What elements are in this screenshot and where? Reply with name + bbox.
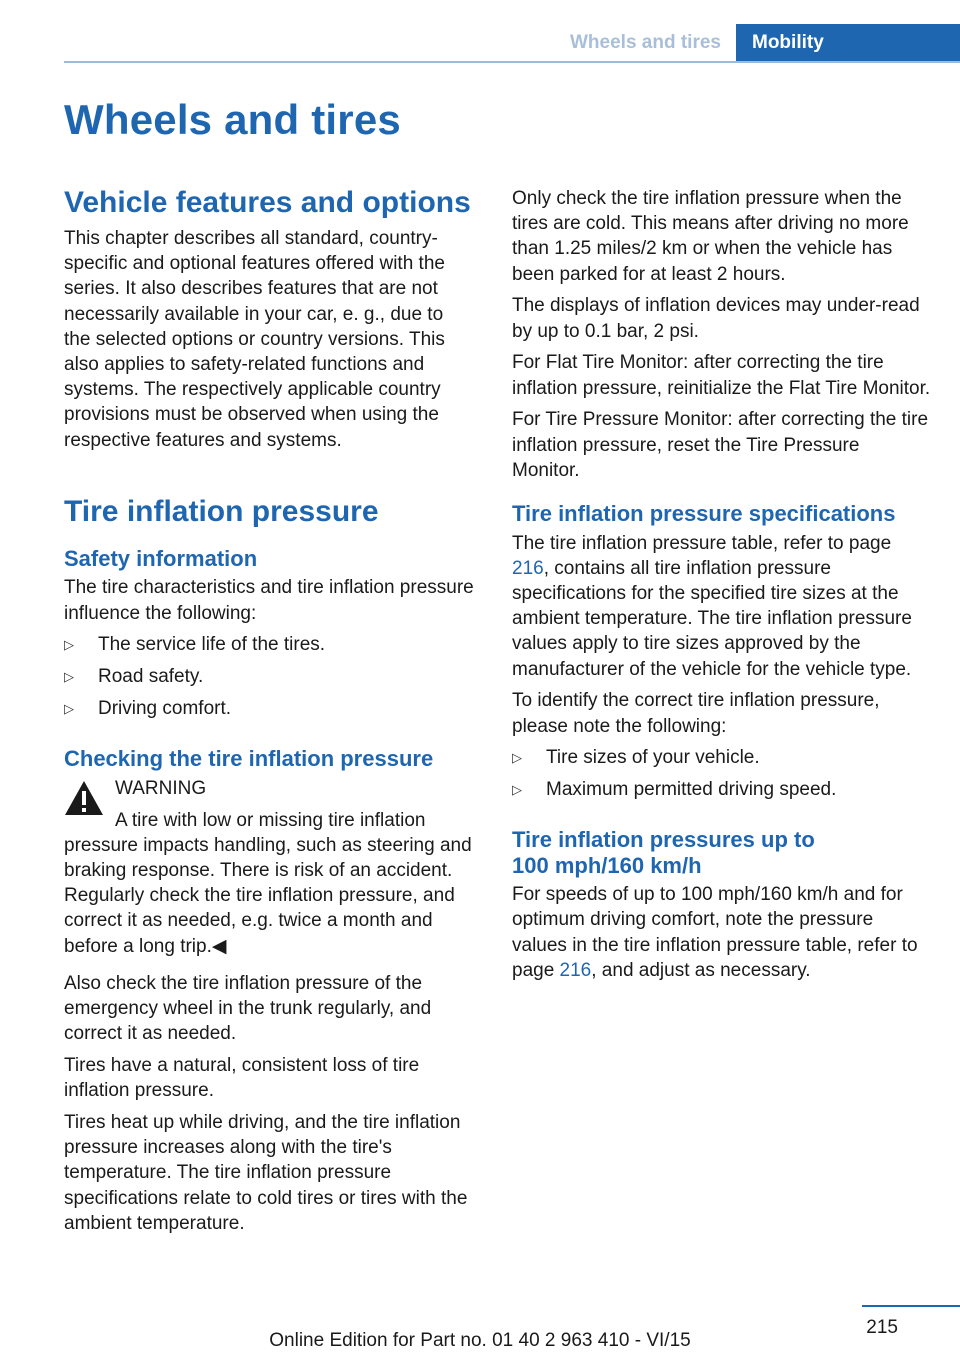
warning-label: WARNING bbox=[115, 777, 207, 799]
paragraph-vehicle-features: This chapter describes all standard, country-specific and optional features offered with the series. It also describes features that are not necessarily available in your car, e. g., due to the selected options or country versions. This also applies to safety-related functions and systems. The respectively applicable country provisions must be observed when using the respective features and systems. bbox=[64, 228, 445, 451]
heading-pressures-up-to: Tire inflation pressures up to 100 mph/160 km/h bbox=[512, 827, 815, 878]
paragraph-pressures-up-to: For speeds of up to 100 mph/160 km/h and for optimum driving comfort, note the pressure values in the tire inflation pressure table, refer to page 216, and adjust as necessary. bbox=[512, 884, 918, 981]
footer-edition: Online Edition for Part no. 01 40 2 963 410 - VI/15 bbox=[269, 1330, 691, 1351]
list-item: ▷ Driving comfort. bbox=[64, 696, 474, 728]
page-title: Wheels and tires bbox=[64, 96, 401, 143]
paragraph-flat-tire-monitor: For Flat Tire Monitor: after correcting the tire inflation pressure, reinitialize the Flat Tire Monitor. bbox=[512, 352, 931, 399]
list-item: ▷ Maximum permitted driving speed. bbox=[512, 777, 932, 809]
safety-list bbox=[64, 632, 474, 729]
warning-icon bbox=[64, 780, 104, 816]
header-chapter-tab: Mobility bbox=[736, 24, 960, 62]
right-column bbox=[512, 184, 932, 983]
list-item: ▷ The service life of the tires. bbox=[64, 632, 474, 664]
heading-checking-pressure: Checking the tire inflation pressure bbox=[64, 746, 434, 772]
warning-block bbox=[64, 776, 474, 959]
header-section-label: Wheels and tires bbox=[570, 32, 721, 53]
list-item: ▷ Road safety. bbox=[64, 664, 474, 696]
paragraph-tire-pressure-monitor: For Tire Pressure Monitor: after correcting the tire inflation pressure, reset the Tire Pressure Monitor. bbox=[512, 409, 929, 481]
left-column bbox=[64, 184, 474, 1236]
identify-list bbox=[512, 745, 932, 809]
heading-safety-information: Safety information bbox=[64, 545, 258, 571]
list-item: ▷ Tire sizes of your vehicle. bbox=[512, 745, 932, 777]
paragraph-pressure-loss: Tires have a natural, consistent loss of tire inflation pressure. bbox=[64, 1055, 420, 1102]
page-link[interactable]: 216 bbox=[512, 557, 544, 579]
bullet-triangle-icon: ▷ bbox=[512, 781, 522, 797]
paragraph-displays: The displays of inflation devices may under-read by up to 0.1 bar, 2 psi. bbox=[512, 295, 920, 342]
heading-vehicle-features: Vehicle features and options bbox=[64, 186, 471, 219]
paragraph-specifications: The tire inflation pressure table, refer to page 216, contains all tire inflation pressure specifications for the specified tire sizes at the ambient temperature. The tire inflation pressure values apply to tire sizes approved by the manufacturer of the vehicle for the vehicle type. bbox=[512, 532, 912, 680]
bullet-triangle-icon: ▷ bbox=[64, 636, 74, 652]
paragraph-emergency-wheel: Also check the tire inflation pressure of the emergency wheel in the trunk regularly, and correct it as needed. bbox=[64, 972, 432, 1045]
paragraph-heat: Tires heat up while driving, and the tire inflation pressure increases along with the tire's temperature. The tire inflation pressure specifications relate to cold tires or tires with the ambient temperature. bbox=[64, 1112, 468, 1234]
warning-text: pressure impacts handling, such as steering and braking response. There is risk of an accident. Regularly check the tire inflation pressure, and correct it as needed, e.g. twice a month and before a long trip.◀ bbox=[64, 834, 472, 957]
paragraph-check-cold: Only check the tire inflation pressure when the tires are cold. This means after driving no more than 1.25 miles/2 km or when the vehicle has been parked for at least 2 hours. bbox=[512, 188, 909, 285]
header-rule bbox=[64, 61, 960, 63]
page-link[interactable]: 216 bbox=[559, 959, 592, 981]
heading-pressure-specifications: Tire inflation pressure specifications bbox=[512, 501, 896, 527]
bullet-triangle-icon: ▷ bbox=[512, 749, 522, 765]
paragraph-safety-information: The tire characteristics and tire inflation pressure influence the following: bbox=[64, 577, 474, 624]
page-number: 215 bbox=[866, 1317, 898, 1338]
paragraph-identify: To identify the correct tire inflation pressure, please note the following: bbox=[512, 690, 880, 737]
warning-text-first-line: A tire with low or missing tire inflation bbox=[115, 809, 426, 831]
footer-rule bbox=[862, 1305, 960, 1307]
bullet-triangle-icon: ▷ bbox=[64, 701, 74, 717]
bullet-triangle-icon: ▷ bbox=[64, 668, 74, 684]
heading-tire-inflation-pressure: Tire inflation pressure bbox=[64, 494, 379, 528]
